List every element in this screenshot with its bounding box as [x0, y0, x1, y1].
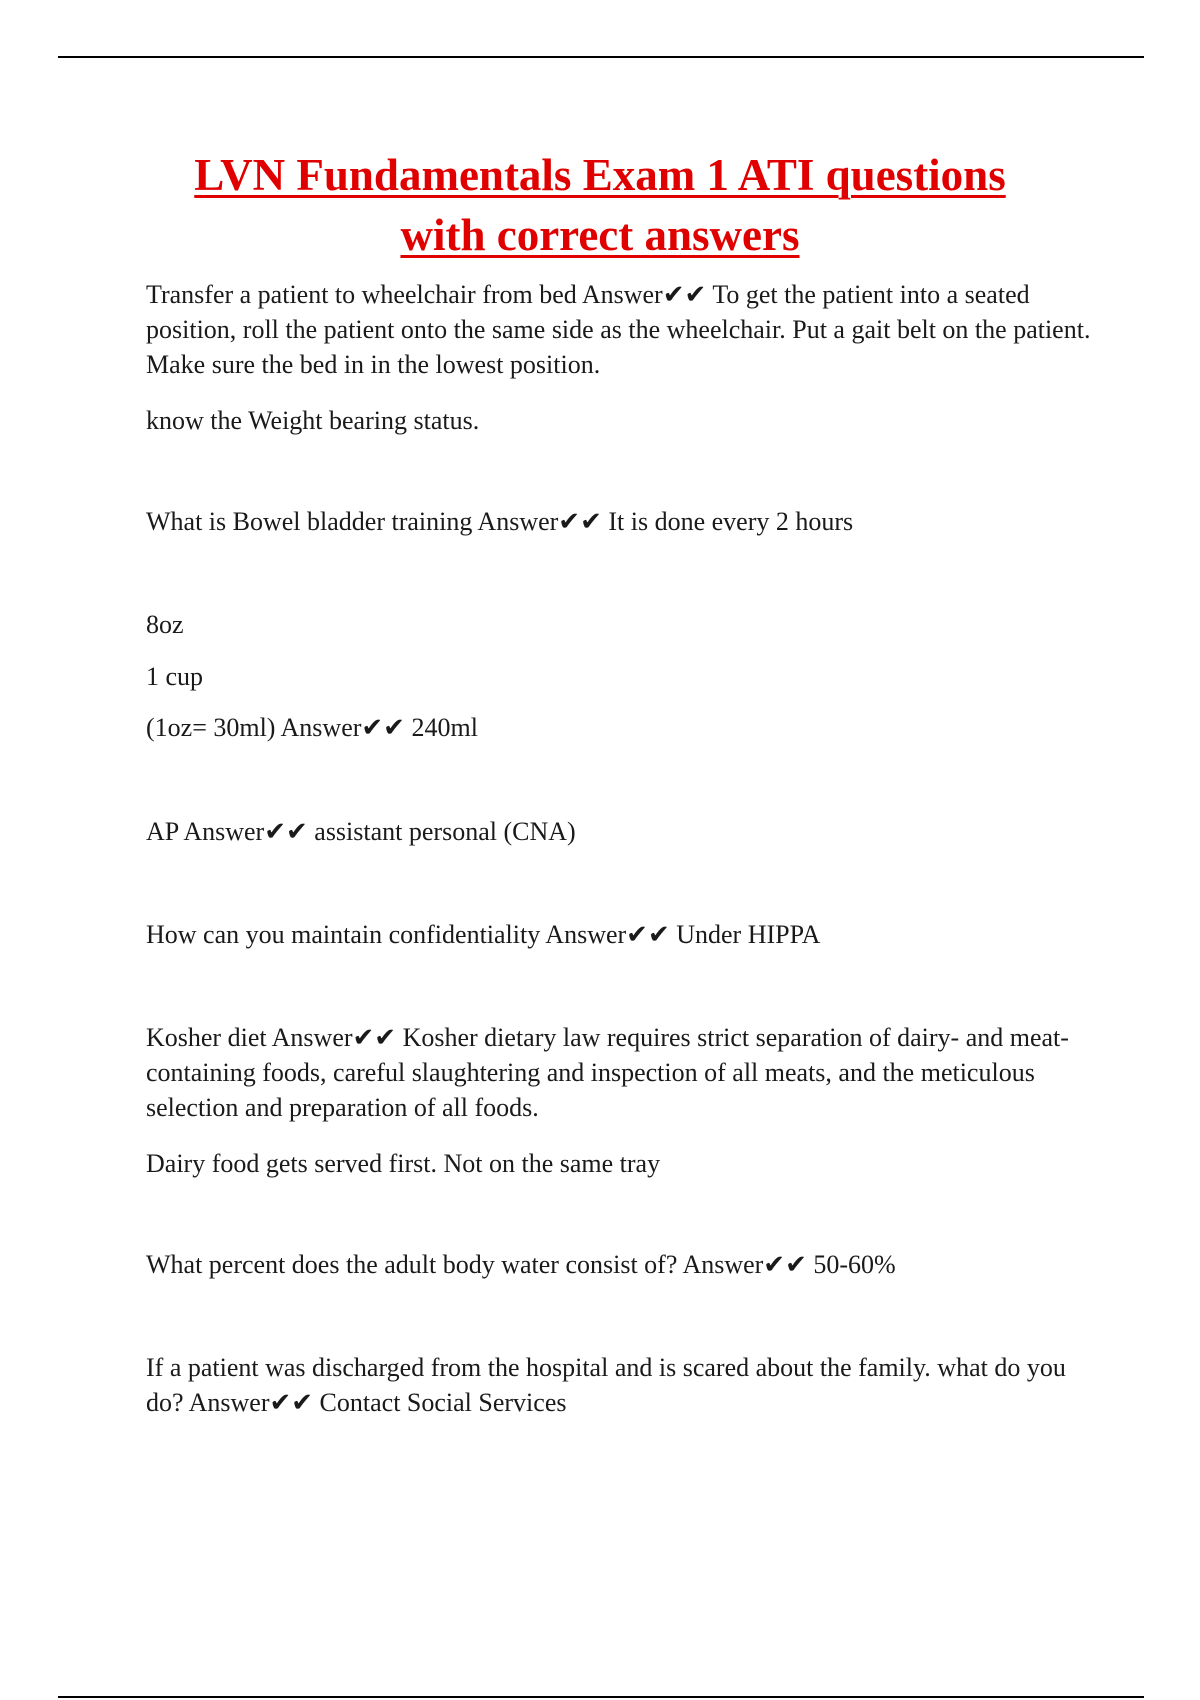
qa-confidentiality: How can you maintain confidentiality Answer✔✔ Under HIPPA	[146, 920, 821, 949]
qa-bowel-bladder: What is Bowel bladder training Answer✔✔ It is done every 2 hours	[146, 507, 854, 536]
qa-ap: AP Answer✔✔ assistant personal (CNA)	[146, 817, 576, 846]
note-dairy-first: Dairy food gets served first. Not on the same tray	[146, 1149, 661, 1178]
qa-kosher-diet: Kosher diet Answer✔✔ Kosher dietary law requires strict separation of dairy- and meat-containing foods, careful slaughtering and inspection of all meats, and the meticulous selection and preparation of all foods.	[146, 1023, 1069, 1122]
title-line-2: with correct answers	[400, 210, 800, 260]
qa-discharge-family: If a patient was discharged from the hospital and is scared about the family. what do you do? Answer✔✔ Contact Social Services	[146, 1353, 1066, 1417]
question-line-8oz: 8oz	[146, 610, 184, 639]
note-weight-bearing: know the Weight bearing status.	[146, 406, 480, 435]
qa-body-water: What percent does the adult body water consist of? Answer✔✔ 50-60%	[146, 1250, 896, 1279]
header-rule	[58, 56, 1144, 58]
footer-rule	[58, 1696, 1144, 1698]
title-line-1: LVN Fundamentals Exam 1 ATI questions	[194, 150, 1006, 200]
qa-transfer-wheelchair: Transfer a patient to wheelchair from bed Answer✔✔ To get the patient into a seated position, roll the patient onto the same side as the wheelchair. Put a gait belt on the patient. Make sure the bed in in the lowest position.	[146, 280, 1091, 379]
document-title	[60, 145, 1140, 265]
qa-conversion: (1oz= 30ml) Answer✔✔ 240ml	[146, 713, 478, 742]
question-line-1cup: 1 cup	[146, 662, 204, 691]
